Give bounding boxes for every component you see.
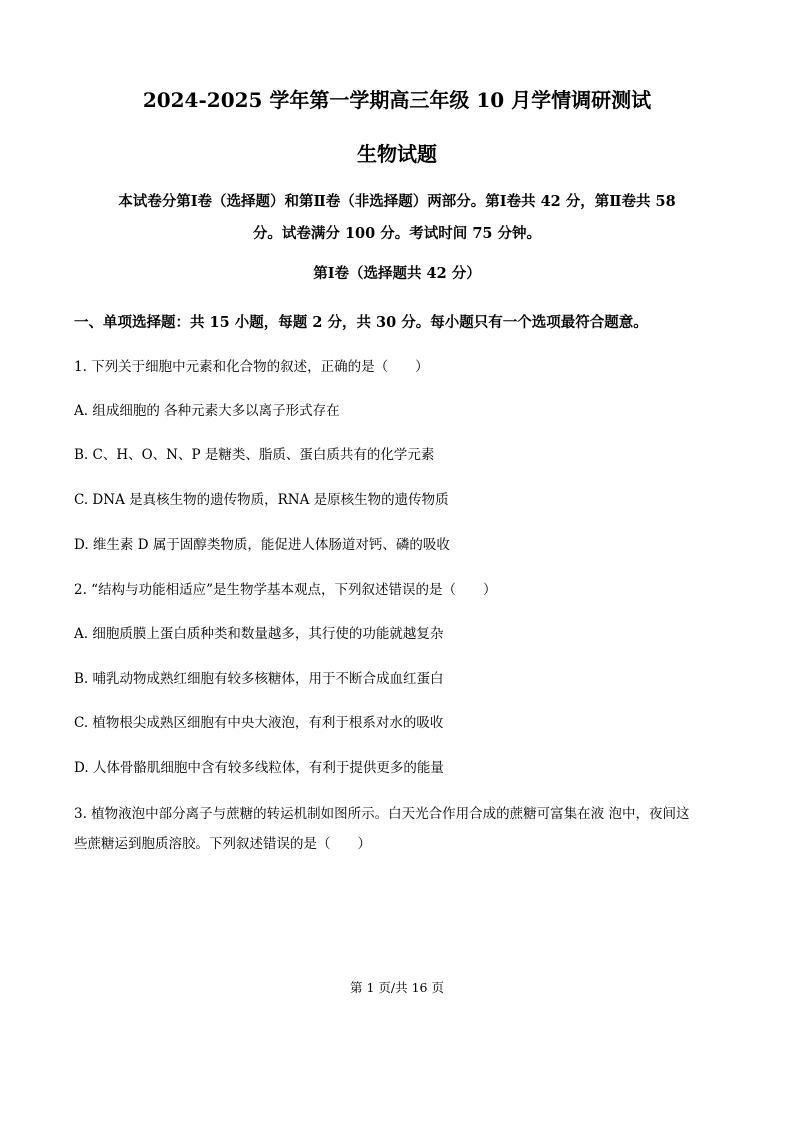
question-2-stem: 2. “结构与功能相适应”是生物学基本观点，下列叙述错误的是（ ） bbox=[74, 582, 497, 598]
exam-instructions bbox=[74, 186, 720, 250]
question-1-option-a: A. 组成细胞的 各种元素大多以离子形式存在 bbox=[74, 403, 340, 419]
exam-subject-title: 生物试题 bbox=[357, 142, 437, 166]
question-2-option-c: C. 植物根尖成熟区细胞有中央大液泡，有利于根系对水的吸收 bbox=[74, 715, 444, 731]
part-one-title: 第Ⅰ卷（选择题共 42 分） bbox=[313, 265, 481, 282]
question-3-stem-line-2: 些蔗糖运到胞质溶胶。下列叙述错误的是（ ） bbox=[74, 836, 371, 852]
question-1-option-b: B. C、H、O、N、P 是糖类、脂质、蛋白质共有的化学元素 bbox=[74, 447, 435, 463]
question-2-option-b: B. 哺乳动物成熟红细胞有较多核糖体，用于不断合成血红蛋白 bbox=[74, 671, 444, 687]
instructions-line-1: 本试卷分第Ⅰ卷（选择题）和第Ⅱ卷（非选择题）两部分。第Ⅰ卷共 42 分，第Ⅱ卷共 58 bbox=[118, 193, 676, 210]
exam-main-title: 2024-2025 学年第一学期高三年级 10 月学情调研测试 bbox=[142, 88, 652, 112]
question-1-option-d: D. 维生素 D 属于固醇类物质，能促进人体肠道对钙、磷的吸收 bbox=[74, 537, 450, 553]
question-1-option-c: C. DNA 是真核生物的遗传物质，RNA 是原核生物的遗传物质 bbox=[74, 492, 449, 508]
instructions-line-2: 分。试卷满分 100 分。考试时间 75 分钟。 bbox=[252, 225, 542, 242]
question-3-stem-line-1: 3. 植物液泡中部分离子与蔗糖的转运机制如图所示。白天光合作用合成的蔗糖可富集在液 泡中，夜间这 bbox=[74, 806, 690, 822]
question-2-option-d: D. 人体骨骼肌细胞中含有较多线粒体，有利于提供更多的能量 bbox=[74, 760, 444, 776]
question-1-stem: 1. 下列关于细胞中元素和化合物的叙述，正确的是（ ） bbox=[74, 359, 429, 375]
page-number-footer: 第 1 页/共 16 页 bbox=[350, 980, 444, 995]
section-one-title: 一、单项选择题：共 15 小题，每题 2 分，共 30 分。每小题只有一个选项最符合题意。 bbox=[74, 314, 648, 331]
question-2-option-a: A. 细胞质膜上蛋白质种类和数量越多，其行使的功能就越复杂 bbox=[74, 626, 444, 642]
